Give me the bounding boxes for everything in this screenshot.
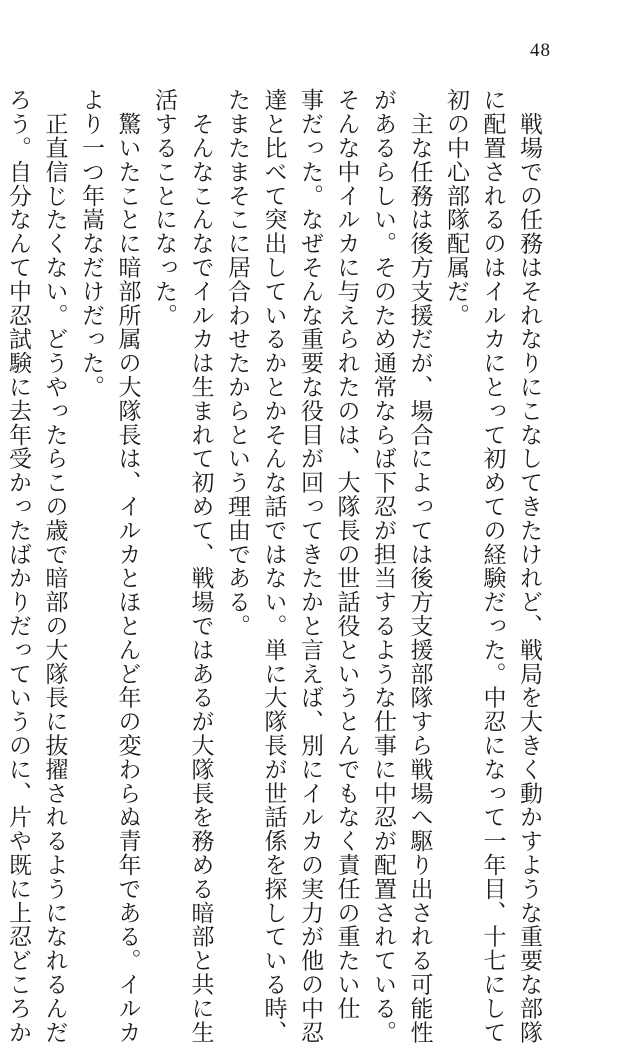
text-line: 達と比べて突出しているかとかそんな話ではない。単に大隊長が世話係を探している時、: [260, 88, 287, 1044]
text-line: そんな中イルカに与えられたのは、大隊長の世話役というとんでもなく責任の重たい仕: [333, 88, 360, 1021]
text-line: 驚いたことに暗部所属の大隊長は、イルカとほとんど年の変わらぬ青年である。イルカ: [114, 88, 141, 1044]
text-line: ろう。自分なんて中忍試験に去年受かったばかりだっていうのに、片や既に上忍どころか: [5, 88, 31, 1044]
page-number: 48: [530, 40, 551, 61]
text-line: 正直信じたくない。どうやったらこの歳で暗部の大隊長に抜擢されるようになれるんだ: [41, 88, 68, 1044]
body-text: [0, 88, 547, 1044]
text-line: があるらしい。そのため通常ならば下忍が担当するような仕事に中忍が配置されている。: [370, 88, 396, 1044]
text-line: に配置されるのはイルカにとって初めての経験だった。中忍になって一年目、十七にして: [479, 88, 506, 1044]
text-line: 初の中心部隊配属だ。: [443, 88, 469, 327]
text-line: 事だった。なぜそんな重要な役目が回ってきたかと言えば、別にイルカの実力が他の中忍: [297, 88, 323, 1044]
text-line: たまたまそこに居合わせたからという理由である。: [224, 88, 250, 638]
text-line: そんなこんなでイルカは生まれて初めて、戦場ではあるが大隊長を務める暗部と共に生: [187, 88, 214, 1044]
text-line: 戦場での任務はそれなりにこなしてきたけれど、戦局を大きく動かすような重要な部隊: [516, 88, 542, 1044]
text-line: 活することになった。: [151, 88, 177, 327]
text-line: 主な任務は後方支援だが、場合によっては後方支援部隊すら戦場へ駆り出される可能性: [406, 88, 433, 1044]
text-line: より一つ年嵩なだけだった。: [78, 88, 104, 399]
